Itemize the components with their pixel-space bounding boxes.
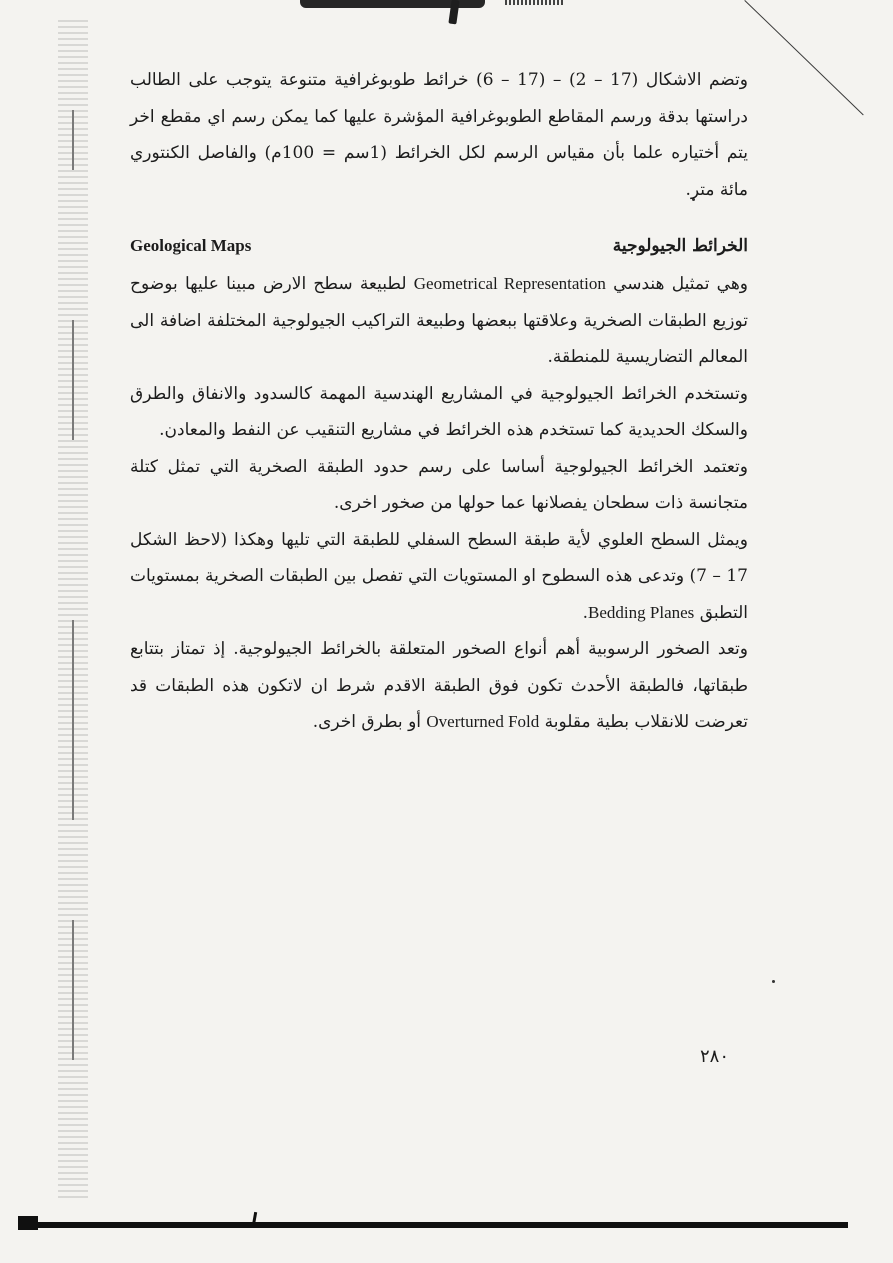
paragraph-sedimentary-end: أو بطرق اخرى. (312, 712, 427, 732)
scan-bottom-edge (18, 1222, 848, 1228)
paragraph-definition-end: لطبيعة سطح الارض مبينا عليها بوضوح توزيع الطبقات الصخرية وعلاقتها ببعضها وطبيعة التراكيب الجيولوجية المختلفة اضافة الى المعالم التضاريسية للمنطقة. (130, 274, 748, 367)
paragraph-sedimentary (130, 631, 748, 741)
paragraph-definition-start: وهي تمثيل هندسي (605, 274, 749, 294)
scan-top-noise (505, 0, 565, 5)
heading-english: Geological Maps (130, 236, 252, 255)
paragraph-boundaries: وتعتمد الخرائط الجيولوجية أساسا على رسم حدود الطبقة الصخرية التي تمثل كتلة متجانسة ذات سطحان يفصلانها عما حولها من صخور اخرى. (130, 456, 748, 513)
scan-speck (772, 980, 775, 983)
section-heading (130, 226, 748, 266)
scan-top-stroke (448, 0, 459, 24)
scan-corner-line (744, 0, 863, 115)
paragraph-uses: وتستخدم الخرائط الجيولوجية في المشاريع الهندسية المهمة كالسدود والانفاق والطرق والسكك الحديدية كما تستخدم هذه الخرائط في مشاريع التنقيب عن النفط والمعادن. (130, 383, 748, 440)
term-bedding-planes: Bedding Planes (588, 602, 695, 622)
paragraph-sedimentary-start: وتعد الصخور الرسوبية أهم أنواع الصخور المتعلقة بالخرائط الجيولوجية. إذ تمتاز بتتابع طبقاتها، فالطبقة الأحدث تكون فوق الطبقة الاقدم شرط ان لاتكون هذه الطبقات قد تعرضت للانقلاب بطية مقلوبة (130, 639, 748, 732)
scan-binding-edge (58, 20, 88, 1200)
intro-paragraph: وتضم الاشكال (17 – 2) – (17 – 6) خرائط طوبوغرافية متنوعة يتوجب على الطالب دراستها بدقة ورسم المقاطع الطوبوغرافية المؤشرة عليها كما يمكن رسم اي مقطع اخر يتم أختياره علما بأن مقياس الرسم لكل الخرائط (1سم = 100م) والفاصل الكنتوري مائة متر. (130, 70, 748, 200)
heading-arabic: الخرائط الجيولوجية (612, 236, 748, 256)
page-number: ٢٨٠ (700, 1046, 730, 1067)
paragraph-surfaces-end: . (582, 602, 589, 623)
document-page (130, 62, 748, 741)
term-geometrical-representation: Geometrical Representation (413, 274, 606, 293)
paragraph-surfaces-start: ويمثل السطح العلوي لأية طبقة السطح السفلي للطبقة التي تليها وهكذا (لاحظ الشكل 17 – 7) وتدعى هذه السطوح او المستويات التي تفصل بين الطبقات الصخرية بمستويات التطبق (130, 529, 748, 623)
paragraph-surfaces (130, 522, 748, 632)
paragraph-definition (130, 266, 748, 376)
term-overturned-fold: Overturned Fold (426, 712, 540, 731)
